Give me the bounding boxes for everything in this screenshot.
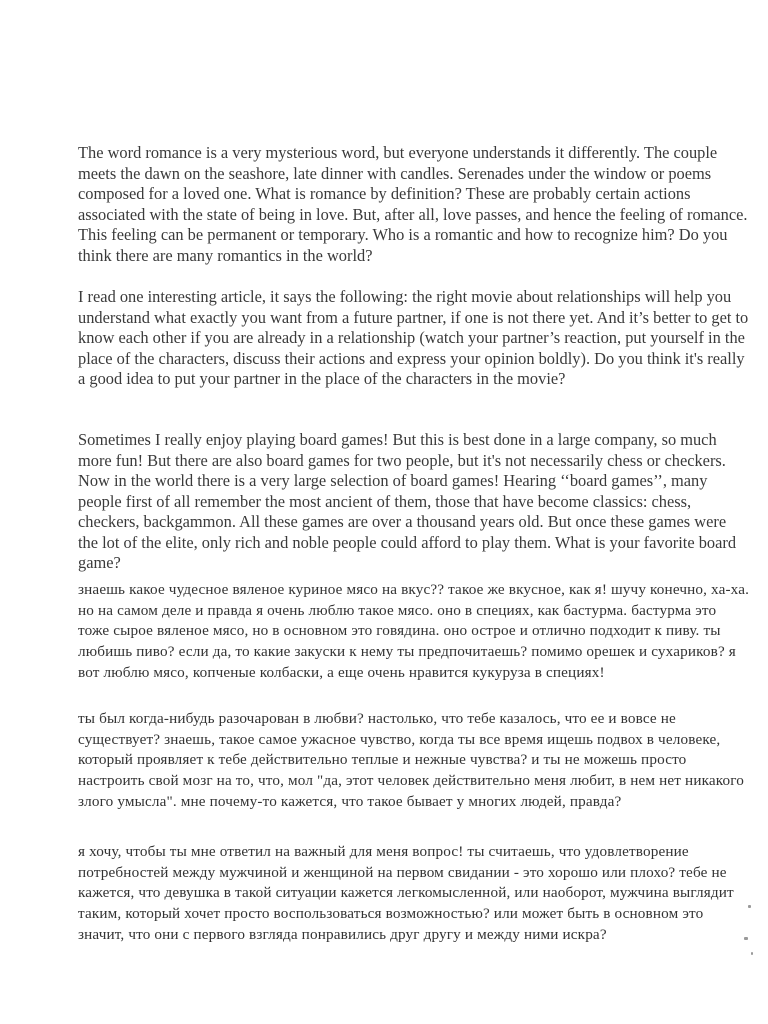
paragraph-board-games: Sometimes I really enjoy playing board games! But this is best done in a large company, so much more fun! But there are also board games for two people, but it's not necessarily chess or checkers. Now in the world there is a very large selection of board games! Hearing ‘‘board games’’, many people first of all remember the most ancient of them, those that have become classics: chess, checkers, backgammon. All these games are over a thousand years old. But once these games were the lot of the elite, only rich and noble people could afford to play them. What is your favorite board game? xyxy=(78,430,737,572)
paragraph-dried-meat: знаешь какое чудесное вяленое куриное мясо на вкус?? такое же вкусное, как я! шучу конечно, ха-ха. но на самом деле и правда я очень люблю такое мясо. оно в специях, как бастурма. бастурма это тоже сырое вяленое мясо, но в основном это говядина. оно острое и отлично подходит к пиву. ты любишь пиво? если да, то какие закуски к нему ты предпочитаешь? помимо орешек и сухариков? я вот люблю мясо, копченые колбаски, а еще очень нравится кукуруза в специях! xyxy=(78,581,750,681)
paragraph-disappointed-love: ты был когда-нибудь разочарован в любви? настолько, что тебе казалось, что ее и вовсе не существует? знаешь, такое самое ужасное чувство, когда ты все время ищешь подвох в человеке, который проявляет к тебе действительно теплые и нежные чувства? и ты не можешь просто настроить свой мозг на то, что, мол "да, этот человек действительно меня любит, в нем нет никакого злого умысла". мне почему-то кажется, что такое бывает у многих людей, правда? xyxy=(78,710,745,810)
scan-speck xyxy=(751,952,753,955)
paragraph-romance: The word romance is a very mysterious word, but everyone understands it differently. The couple meets the dawn on the seashore, late dinner with candles. Serenades under the window or poems composed for a loved one. What is romance by definition? These are probably certain actions associated with the state of being in love. But, after all, love passes, and hence the feeling of romance. This feeling can be permanent or temporary. Who is a romantic and how to recognize him? Do you think there are many romantics in the world? xyxy=(78,143,748,265)
paragraph-first-date: я хочу, чтобы ты мне ответил на важный для меня вопрос! ты считаешь, что удовлетворение потребностей между мужчиной и женщиной на первом свидании - это хорошо или плохо? тебе не кажется, что девушка в такой ситуации кажется легкомысленной, или наоборот, мужчина выглядит таким, который хочет просто воспользоваться возможностью? или может быть в основном это значит, что они с первого взгляда понравились друг другу и между ними искра? xyxy=(78,843,734,943)
scan-speck xyxy=(748,905,751,908)
paragraph-movie-relationships: I read one interesting article, it says the following: the right movie about relationships will help you understand what exactly you want from a future partner, if one is not there yet. And it’s better to get to know each other if you are already in a relationship (watch your partner’s reaction, put yourself in the place of the characters, discuss their actions and express your opinion boldly). Do you think it's really a good idea to put your partner in the place of the characters in the movie? xyxy=(78,287,749,388)
scan-speck xyxy=(744,937,748,940)
